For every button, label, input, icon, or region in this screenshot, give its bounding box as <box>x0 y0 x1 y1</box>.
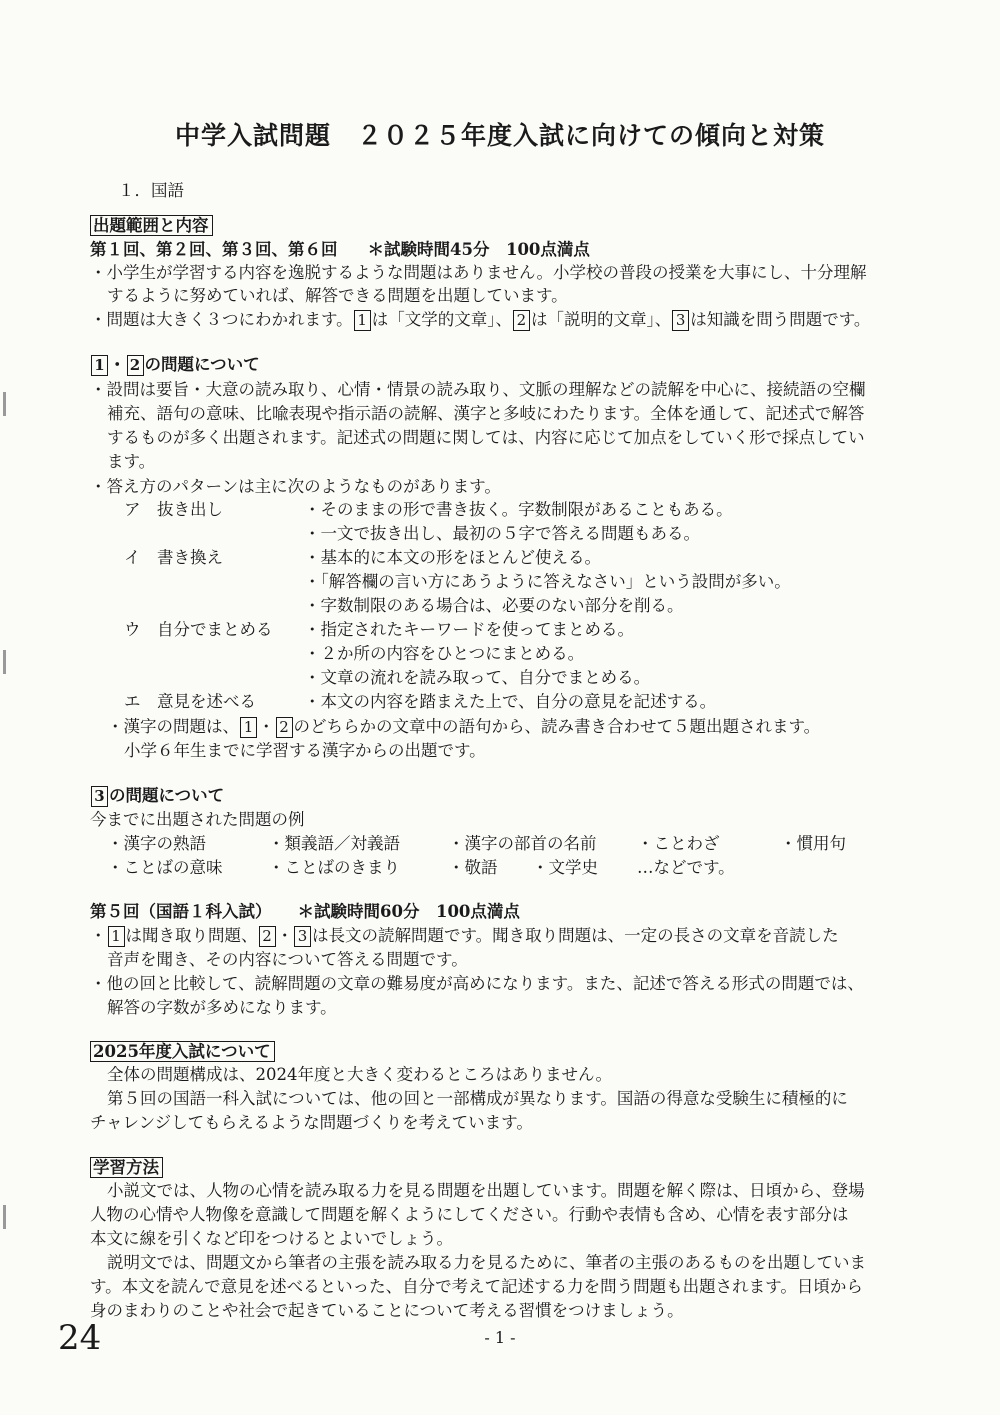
q3-example: ・慣用句 <box>780 834 846 853</box>
pattern-u-line-2: ・２か所の内容をひとつにまとめる。 <box>304 644 585 663</box>
pattern-label-i: イ 書き換え <box>124 548 223 567</box>
q3-example: ・漢字の熟語 <box>107 834 206 853</box>
scan-margin-mark <box>3 650 6 674</box>
q3-heading: 3 の問題について <box>90 785 224 807</box>
scan-margin-mark <box>3 392 6 416</box>
scan-margin-mark <box>3 1205 6 1229</box>
pattern-label-u: ウ 自分でまとめる <box>124 620 273 639</box>
session5-line-3: ・他の回と比較して、読解問題の文章の難易度が高めになります。また、記述で答える形式の問題では、 <box>90 974 864 993</box>
pattern-i-line-3: ・字数制限のある場合は、必要のない部分を削る。 <box>304 596 684 615</box>
session5-line-1: ・ 1 は聞き取り問題、 2 ・ 3 は長文の読解問題です。聞き取り問題は、一定の長さの文章を音読した <box>90 926 839 945</box>
q3-example: ・ことわざ <box>637 834 720 853</box>
q3-intro: 今までに出題された問題の例 <box>90 810 305 829</box>
q12-p5: ・答え方のパターンは主に次のようなものがあります。 <box>90 477 501 496</box>
study-line-2: 人物の心情や人物像を意識して問題を解くようにしてください。行動や表情も含め、心情を表す部分は <box>90 1205 849 1224</box>
q12-heading: 1 ・ 2 の問題について <box>90 354 260 376</box>
pattern-e-line-1: ・本文の内容を踏まえた上で、自分の意見を記述する。 <box>304 692 717 711</box>
study-line-6: 身のまわりのことや社会で起きていることについて考える習慣をつけましょう。 <box>90 1301 684 1320</box>
study-heading: 学習方法 <box>90 1157 163 1179</box>
pattern-i-line-1: ・基本的に本文の形をほとんど使える。 <box>304 548 601 567</box>
q3-example: …などです。 <box>637 858 735 877</box>
pattern-a-line-2: ・一文で抜き出し、最初の５字で答える問題もある。 <box>304 524 700 543</box>
y2025-line-3: チャレンジしてもらえるような問題づくりを考えています。 <box>90 1113 533 1132</box>
study-line-5: す。本文を読んで意見を述べるといった、自分で考えて記述する力を問う問題も出題されます。日頃から <box>90 1277 863 1296</box>
q3-example: ・類義語／対義語 <box>268 834 400 853</box>
y2025-line-1: 全体の問題構成は、2024年度と大きく変わるところはありません。 <box>107 1065 612 1084</box>
q3-example: ・漢字の部首の名前 <box>448 834 597 853</box>
scope-bullet-1-cont: するように努めていれば、解答できる問題を出題しています。 <box>107 286 568 305</box>
y2025-line-2: 第５回の国語一科入試については、他の回と一部構成が異なります。国語の得意な受験生に積極的に <box>107 1089 848 1108</box>
section-heading: １．国語 <box>118 181 184 200</box>
kanji-line-2: 小学６年生までに学習する漢字からの出題です。 <box>124 741 486 760</box>
scope-heading: 出題範囲と内容 <box>90 215 213 237</box>
pattern-u-line-1: ・指定されたキーワードを使ってまとめる。 <box>304 620 634 639</box>
q12-p1: ・設問は要旨・大意の読み取り、心情・情景の読み取り、文脈の理解などの読解を中心に、接続語の空欄 <box>90 380 866 399</box>
study-line-3: 本文に線を引くなど印をつけるとよいでしょう。 <box>90 1229 453 1248</box>
scope-bullet-2: ・問題は大きく３つにわかれます。 1 は「文学的文章」、 2 は「説明的文章」、 3 は知識を問う問題です。 <box>90 310 871 329</box>
study-line-1: 小説文では、人物の心情を読み取る力を見る問題を出題しています。問題を解く際は、日頃から、登場 <box>107 1181 865 1200</box>
session5-line-4: 解答の字数が多めになります。 <box>107 998 337 1017</box>
scope-bullet-1: ・小学生が学習する内容を逸脱するような問題はありません。小学校の普段の授業を大事にし、十分理解 <box>90 263 867 282</box>
study-line-4: 説明文では、問題文から筆者の主張を読み取る力を見るために、筆者の主張のあるものを出題していま <box>107 1253 866 1272</box>
pattern-i-line-2: ・「解答欄の言い方にあうように答えなさい」という設問が多い。 <box>304 572 791 591</box>
kanji-line: ・漢字の問題は、 1 ・ 2 のどちらかの文章中の語句から、読み書き合わせて５題出題されます。 <box>107 717 821 736</box>
page-title: 中学入試問題 ２０２５年度入試に向けての傾向と対策 <box>174 121 825 150</box>
q12-p2: 補充、語句の意味、比喩表現や指示語の読解、漢字と多岐にわたります。全体を通して、記述式で解答 <box>107 404 865 423</box>
page-number: 24 <box>58 1318 102 1358</box>
sessions-line: 第１回、第２回、第３回、第６回 ＊試験時間45分 100点満点 <box>90 240 590 259</box>
footer-page-label: - 1 - <box>484 1328 516 1347</box>
q12-p4: ます。 <box>107 452 156 471</box>
q12-p3: するものが多く出題されます。記述式の問題に関しては、内容に応じて加点をしていく形で採点してい <box>107 428 865 447</box>
session5-heading: 第５回（国語１科入試） ＊試験時間60分 100点満点 <box>90 902 520 921</box>
q3-example: ・ことばのきまり <box>268 858 400 877</box>
pattern-a-line-1: ・そのままの形で書き抜く。字数制限があることもある。 <box>304 500 733 519</box>
q3-example: ・ことばの意味 <box>107 858 223 877</box>
session5-line-2: 音声を聞き、その内容について答える問題です。 <box>107 950 468 969</box>
pattern-label-e: エ 意見を述べる <box>124 692 256 711</box>
pattern-label-a: ア 抜き出し <box>124 500 223 519</box>
pattern-u-line-3: ・文章の流れを読み取って、自分でまとめる。 <box>304 668 651 687</box>
q3-example: ・文学史 <box>532 858 598 877</box>
y2025-heading: 2025年度入試について <box>90 1041 275 1063</box>
q3-example: ・敬語 <box>448 858 498 877</box>
